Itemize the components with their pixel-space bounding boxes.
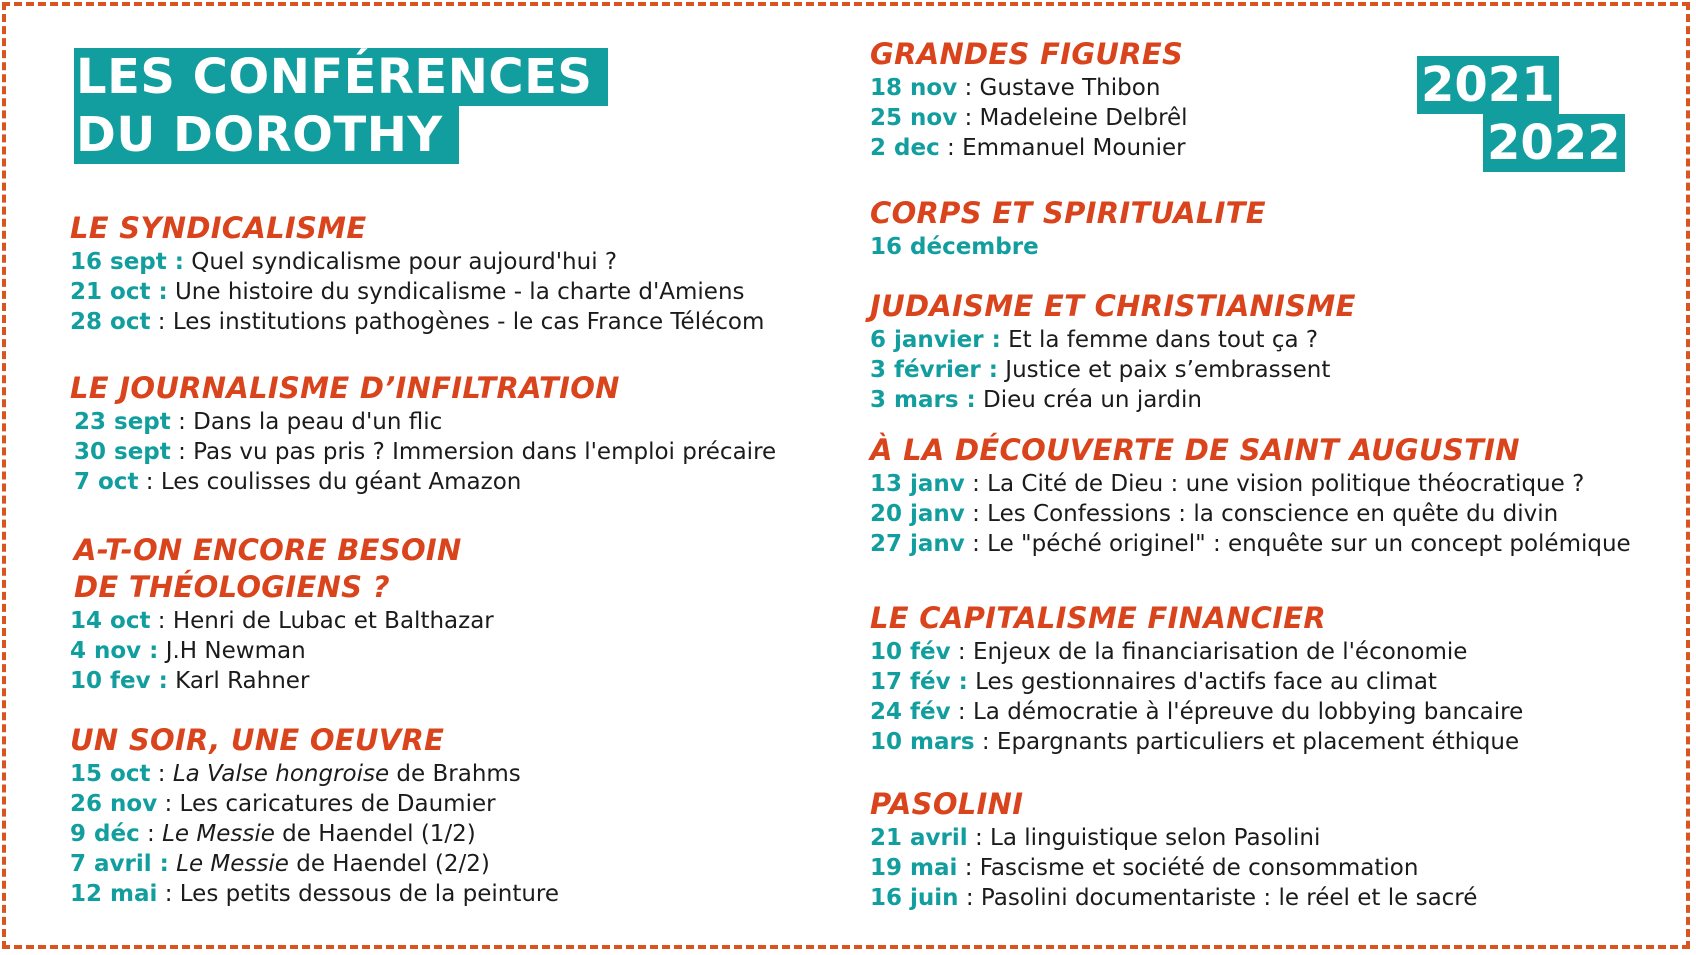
section-pasolini — [870, 786, 1477, 913]
list-item — [870, 385, 1356, 415]
list-item — [70, 849, 559, 879]
event-text: : — [139, 821, 163, 847]
event-text-post: de Haendel (2/2) — [288, 851, 490, 877]
event-text: : Enjeux de la financiarisation de l'économie — [950, 639, 1468, 665]
list-item — [870, 823, 1477, 853]
event-text: : Les petits dessous de la peinture — [157, 881, 560, 907]
event-text: : — [150, 761, 173, 787]
event-date: 9 déc — [70, 821, 140, 847]
event-date: 14 oct — [70, 608, 151, 634]
event-text-post: de Haendel (1/2) — [274, 821, 476, 847]
list-item — [870, 667, 1523, 697]
section-title: LE CAPITALISME FINANCIER — [870, 601, 1327, 635]
event-date: 18 nov — [870, 75, 958, 101]
event-text: : La linguistique selon Pasolini — [967, 825, 1321, 851]
section-journalisme — [70, 370, 776, 497]
event-date: 4 nov : — [70, 638, 159, 664]
event-text: : Henri de Lubac et Balthazar — [150, 608, 494, 634]
event-date: 25 nov — [870, 105, 958, 131]
event-text: : Les caricatures de Daumier — [157, 791, 496, 817]
list-item — [870, 73, 1188, 103]
list-item — [70, 879, 559, 909]
list-item — [870, 637, 1523, 667]
event-date: 19 mai — [870, 855, 958, 881]
event-text: : Madeleine Delbrêl — [957, 105, 1188, 131]
artwork-title: La Valse hongroise — [172, 761, 390, 787]
list-item — [70, 789, 559, 819]
list-item — [870, 529, 1631, 559]
event-date: 2 dec — [870, 135, 940, 161]
event-text: : Les coulisses du géant Amazon — [138, 469, 522, 495]
list-item — [70, 636, 494, 666]
section-title: UN SOIR, UNE OEUVRE — [70, 723, 445, 757]
page-title — [74, 48, 608, 164]
title-line-2: DU DOROTHY — [74, 106, 459, 164]
event-date: 7 oct — [74, 469, 139, 495]
event-date: 3 mars : — [870, 387, 976, 413]
list-item — [70, 819, 559, 849]
list-item — [74, 437, 776, 467]
event-text: : La Cité de Dieu : une vision politique théocratique ? — [964, 471, 1585, 497]
list-item — [70, 247, 764, 277]
event-date: 17 fév : — [870, 669, 968, 695]
event-text: : Dans la peau d'un flic — [170, 409, 443, 435]
event-text: Les gestionnaires d'actifs face au climat — [967, 669, 1437, 695]
event-text: : Les Confessions : la conscience en quête du divin — [964, 501, 1559, 527]
list-item — [70, 606, 494, 636]
event-date: 15 oct — [70, 761, 151, 787]
event-text: Justice et paix s’embrassent — [997, 357, 1331, 383]
list-item — [870, 325, 1356, 355]
list-item — [74, 467, 776, 497]
event-date: 27 janv — [870, 531, 965, 557]
event-date: 12 mai — [70, 881, 158, 907]
event-date: 16 sept : — [70, 249, 184, 275]
section-title: CORPS ET SPIRITUALITE — [870, 196, 1266, 230]
section-figures — [870, 36, 1188, 163]
event-date: 28 oct — [70, 309, 151, 335]
event-text-post: de Brahms — [389, 761, 521, 787]
event-date: 10 fev : — [70, 668, 168, 694]
list-item — [870, 103, 1188, 133]
section-title: À LA DÉCOUVERTE DE SAINT AUGUSTIN — [870, 433, 1520, 467]
artwork-title: Le Messie — [176, 851, 289, 877]
section-theologiens — [70, 532, 494, 696]
title-line-1: LES CONFÉRENCES — [74, 48, 608, 106]
event-text: : Emmanuel Mounier — [939, 135, 1186, 161]
event-text: : Pasolini documentariste : le réel et le sacré — [958, 885, 1478, 911]
event-text: Dieu créa un jardin — [975, 387, 1202, 413]
list-item — [870, 727, 1523, 757]
list-item — [870, 853, 1477, 883]
event-text: J.H Newman — [158, 638, 306, 664]
event-text: : La démocratie à l'épreuve du lobbying bancaire — [950, 699, 1524, 725]
list-item — [870, 499, 1631, 529]
event-text: : Le "péché originel" : enquête sur un concept polémique — [964, 531, 1631, 557]
section-title: PASOLINI — [870, 787, 1024, 821]
section-judaisme — [870, 288, 1356, 415]
event-text: : Epargnants particuliers et placement éthique — [974, 729, 1520, 755]
section-title: LE SYNDICALISME — [70, 211, 367, 245]
artwork-title: Le Messie — [162, 821, 275, 847]
event-date: 10 fév — [870, 639, 951, 665]
section-title: GRANDES FIGURES — [870, 37, 1184, 71]
event-date: 21 oct : — [70, 279, 168, 305]
section-augustin — [870, 432, 1631, 559]
event-date: 7 avril : — [70, 851, 169, 877]
section-title: JUDAISME ET CHRISTIANISME — [870, 289, 1356, 323]
section-title-line-2: DE THÉOLOGIENS ? — [74, 570, 390, 604]
year-start: 2021 — [1417, 56, 1559, 114]
list-item — [870, 697, 1523, 727]
event-text: Une histoire du syndicalisme - la charte d'Amiens — [167, 279, 745, 305]
list-item — [870, 133, 1188, 163]
year-end: 2022 — [1483, 114, 1625, 172]
section-title-line-1: A-T-ON ENCORE BESOIN — [74, 533, 462, 567]
event-date: 30 sept — [74, 439, 171, 465]
event-date: 3 février : — [870, 357, 998, 383]
event-text: Karl Rahner — [167, 668, 310, 694]
event-date: 21 avril — [870, 825, 968, 851]
list-item — [74, 407, 776, 437]
section-title: LE JOURNALISME D’INFILTRATION — [70, 371, 620, 405]
section-oeuvre — [70, 722, 559, 909]
event-date: 16 décembre — [870, 234, 1039, 260]
list-item — [70, 759, 559, 789]
event-date: 10 mars — [870, 729, 975, 755]
list-item — [70, 277, 764, 307]
event-text: : Fascisme et société de consommation — [957, 855, 1419, 881]
list-item — [870, 883, 1477, 913]
list-item — [870, 232, 1266, 262]
event-date: 13 janv — [870, 471, 965, 497]
event-date: 24 fév — [870, 699, 951, 725]
event-date: 16 juin — [870, 885, 959, 911]
list-item — [70, 666, 494, 696]
event-date: 20 janv — [870, 501, 965, 527]
list-item — [70, 307, 764, 337]
event-text: Quel syndicalisme pour aujourd'hui ? — [183, 249, 618, 275]
list-item — [870, 469, 1631, 499]
event-text: : Pas vu pas pris ? Immersion dans l'emploi précaire — [170, 439, 777, 465]
list-item — [870, 355, 1356, 385]
event-date: 6 janvier : — [870, 327, 1001, 353]
section-capitalisme — [870, 600, 1523, 757]
section-syndicalisme — [70, 210, 764, 337]
event-date: 26 nov — [70, 791, 158, 817]
event-text: : Les institutions pathogènes - le cas France Télécom — [150, 309, 765, 335]
event-date: 23 sept — [74, 409, 171, 435]
section-corps — [870, 195, 1266, 262]
event-text: : Gustave Thibon — [957, 75, 1161, 101]
event-text: Et la femme dans tout ça ? — [1000, 327, 1319, 353]
